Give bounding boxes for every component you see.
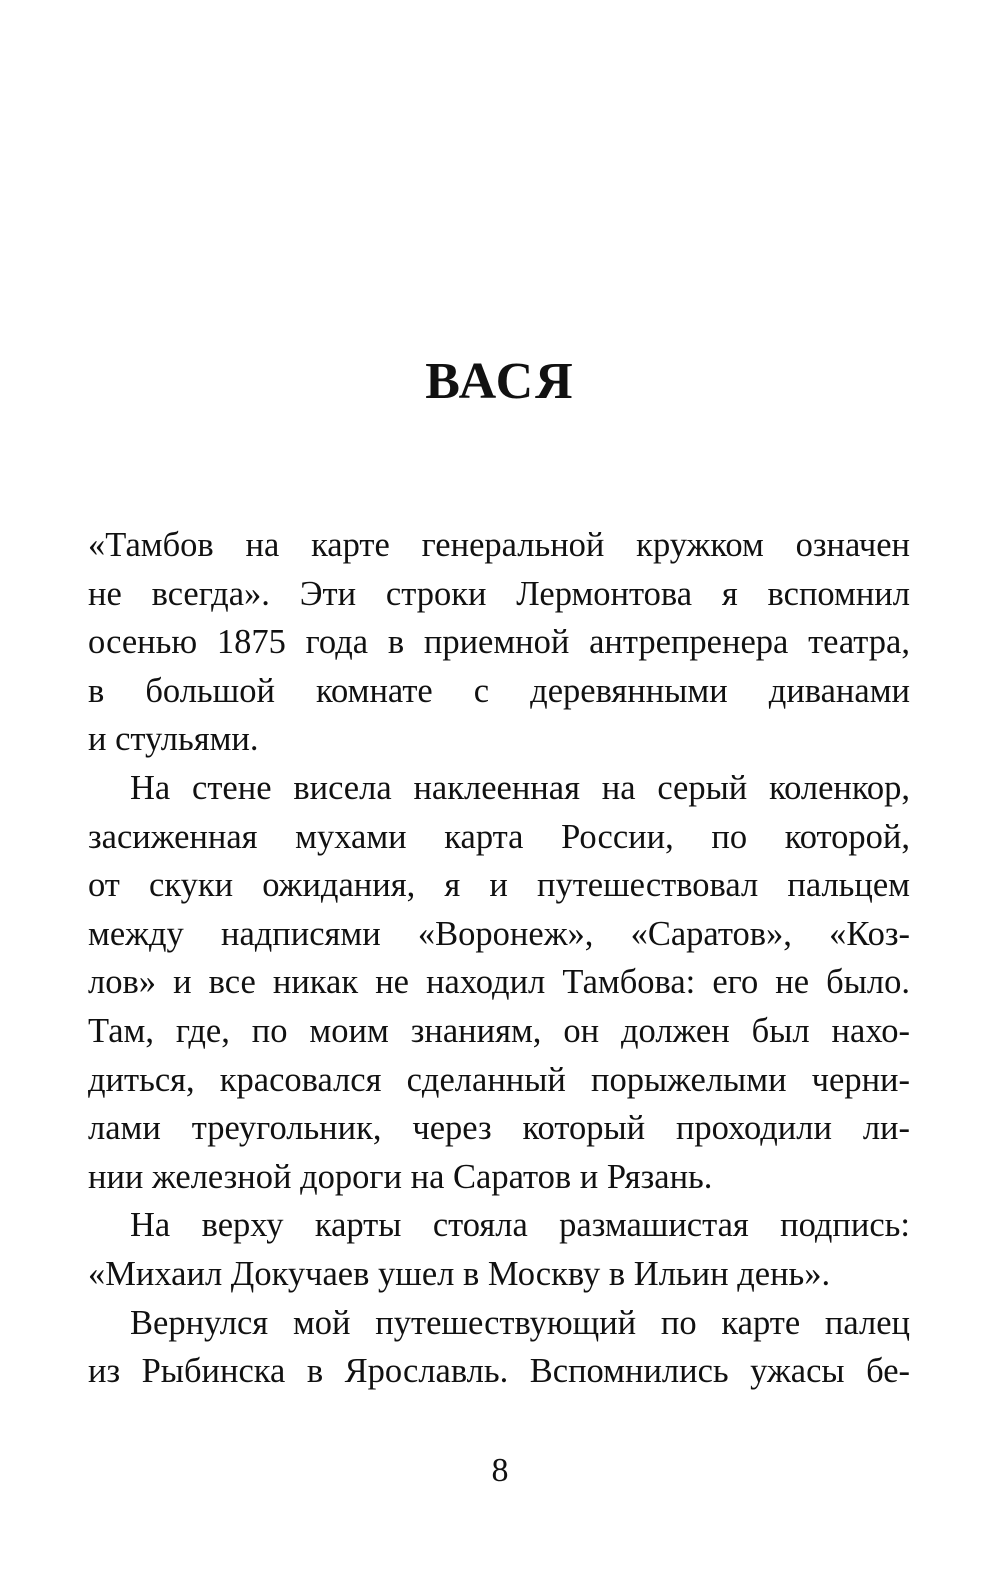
text-line: На верху карты стояла размашистая подпись: — [130, 1206, 910, 1245]
text-line: нии железной дороги на Саратов и Рязань. — [88, 1157, 713, 1196]
text-line: На стене висела наклеенная на серый коленкор, — [130, 768, 910, 807]
text-line: лами треугольник, через который проходили ли- — [88, 1109, 910, 1148]
text-line: осенью 1875 года в приемной антрепренера театра, — [88, 623, 910, 662]
paragraph-4 — [88, 1299, 910, 1396]
body-text — [88, 521, 910, 1396]
text-line: Там, где, по моим знаниям, он должен был нахо- — [88, 1011, 910, 1050]
text-line: в большой комнате с деревянными диванами — [88, 671, 910, 710]
text-line: диться, красовался сделанный порыжелыми черни- — [88, 1060, 910, 1099]
text-line: засиженная мухами карта России, по которой, — [88, 817, 910, 856]
text-line: «Михаил Докучаев ушел в Москву в Ильин день». — [88, 1254, 831, 1293]
text-line: от скуки ожидания, я и путешествовал пальцем — [88, 866, 910, 905]
text-line: «Тамбов на карте генеральной кружком означен — [88, 526, 910, 564]
text-line: из Рыбинска в Ярославль. Вспомнились ужасы бе- — [88, 1352, 910, 1391]
paragraph-1 — [88, 521, 910, 764]
text-line: лов» и все никак не находил Тамбова: его не было. — [88, 963, 910, 1002]
chapter-title: ВАСЯ — [425, 353, 575, 410]
text-line: Вернулся мой путешествующий по карте палец — [130, 1303, 910, 1342]
text-line: не всегда». Эти строки Лермонтова я вспомнил — [88, 574, 910, 613]
page-number: 8 — [491, 1452, 509, 1489]
text-line: и стульями. — [88, 720, 259, 759]
paragraph-3 — [88, 1201, 910, 1298]
paragraph-2 — [88, 764, 910, 1201]
text-line: между надписями «Воронеж», «Саратов», «Коз- — [88, 914, 910, 953]
